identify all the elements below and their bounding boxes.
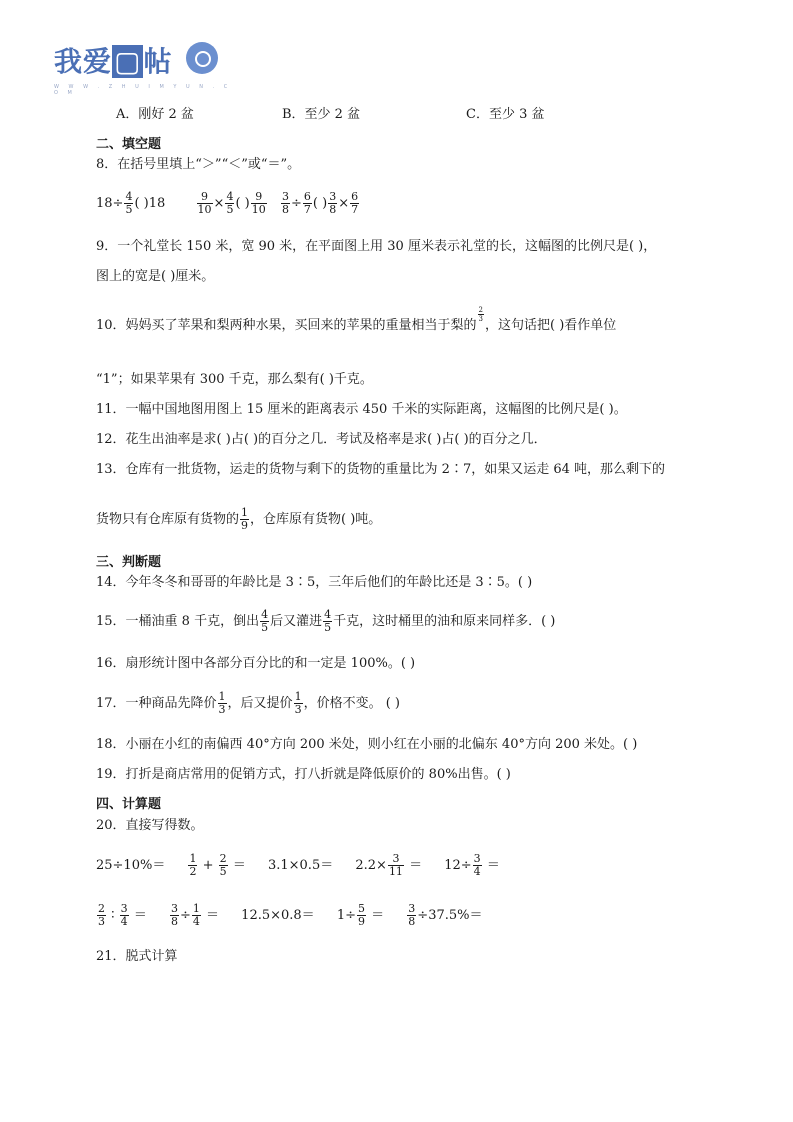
fraction: $\frac{3}{8}$ [329,190,337,216]
fraction: $\frac{2}{5}$ [219,852,227,878]
fraction: $\frac{1}{2}$ [189,852,197,878]
fraction: $\frac{3}{8}$ [408,902,416,928]
q21-text: 21．脱式计算 [96,949,178,964]
fraction: $\frac{2}{3}$ [98,902,105,928]
fraction: $\frac{4}{5}$ [261,608,269,634]
q9-line1: 9．一个礼堂长 150 米，宽 90 米，在平面图上用 30 厘米表示礼堂的长，这幅图的比例尺是( )， [96,239,657,254]
q19-text: 19．打折是商店常用的促销方式，打八折就是降低原价的 80%出售。( ) [96,767,511,782]
fraction: $\frac{4}{5}$ [324,608,332,634]
fraction: $\frac{6}{7}$ [303,190,311,216]
q13-line1: 13．仓库有一批货物，运走的货物与剩下的货物的重量比为 2∶7，如果又运走 64 吨，那么剩下的 [96,462,666,477]
fraction: $\frac{3}{11}$ [388,852,403,878]
fraction: $\frac{9}{10}$ [197,190,212,216]
fraction: $\frac{1}{3}$ [294,690,302,716]
q20-row2: $\frac{2}{3}$ ∶ $\frac{3}{4}$ ＝ $\frac{3}{8}$ ÷ $\frac{1}{4}$ ＝ 12.5×0.8＝ 1÷ $\frac{5}{9}$ ＝ $\frac{3}{8}$ ÷37.5%＝ [98,902,483,928]
fraction: $\frac{3}{4}$ [120,902,128,928]
q11-text: 11．一幅中国地图用图上 15 厘米的距离表示 450 千米的实际距离，这幅图的比例尺是( )。 [96,402,627,417]
q10-line1: 10．妈妈买了苹果和梨两种水果，买回来的苹果的重量相当于梨的 $\frac{2}{3}$ ，这句话把( )看作单位 [96,306,617,333]
logo-url: W W W . Z H U I M Y U N . C O M [54,84,232,96]
section-judge-heading: 三、判断题 [96,555,162,570]
fraction: $\frac{3}{4}$ [473,852,481,878]
q10-line2: “1”；如果苹果有 300 千克，那么梨有( )千克。 [96,372,373,387]
fraction: $\frac{3}{8}$ [282,190,290,216]
fraction: $\frac{2}{3}$ [478,306,484,323]
fraction: $\frac{9}{10}$ [251,190,266,216]
q12-text: 12．花生出油率是求( )占( )的百分之几．考试及格率是求( )占( )的百分之几． [96,432,547,447]
q7-option-c: C．至少 3 盆 [466,107,545,122]
fraction: $\frac{5}{9}$ [358,902,365,928]
logo-chat-icon [186,42,218,74]
logo-text: 我爱▢帖 [54,45,173,78]
site-logo [54,36,234,96]
q17-text: 17．一种商品先降价 $\frac{1}{3}$ ，后又提价 $\frac{1}{3}$ ，价格不变。 ( ) [96,690,400,716]
q16-text: 16．扇形统计图中各部分百分比的和一定是 100%。( ) [96,656,416,671]
q8-expressions: 18÷ $\frac{4}{5}$ ( )18 $\frac{9}{10}$ × $\frac{4}{5}$ ( ) $\frac{9}{10}$ $\frac{3}{8}$ ÷ $\frac{6}{7}$ ( ) $\frac{3}{8}$ × $\frac{6}{7}$ [96,190,359,216]
q13-line2: 货物只有仓库原有货物的 $\frac{1}{9}$ ，仓库原有货物( )吨。 [96,506,382,532]
q8-text: 8．在括号里填上“＞”“＜”或“＝”。 [96,157,301,172]
q7-option-b: B．至少 2 盆 [282,107,361,122]
q18-text: 18．小丽在小红的南偏西 40°方向 200 米处，则小红在小丽的北偏东 40°方向 200 米处。( ) [96,737,638,752]
q7-option-a: A．刚好 2 盆 [116,107,194,122]
q20-row1: 25÷10%＝ $\frac{1}{2}$ + $\frac{2}{5}$ ＝ 3.1×0.5＝ 2.2× $\frac{3}{11}$ ＝ 12÷ $\frac{3}{4}$ ＝ [96,852,500,878]
section-calc-heading: 四、计算题 [96,797,162,812]
fraction: $\frac{1}{9}$ [241,506,249,532]
fraction: $\frac{4}{5}$ [125,190,133,216]
fraction: $\frac{6}{7}$ [351,190,359,216]
fraction: $\frac{3}{8}$ [170,902,178,928]
fraction: $\frac{1}{3}$ [218,690,226,716]
q15-text: 15．一桶油重 8 千克，倒出 $\frac{4}{5}$ 后又灌进 $\frac{4}{5}$ 千克，这时桶里的油和原来同样多．( ) [96,608,556,634]
fraction: $\frac{1}{4}$ [192,902,200,928]
q20-text: 20．直接写得数。 [96,818,204,833]
q14-text: 14．今年冬冬和哥哥的年龄比是 3∶5，三年后他们的年龄比还是 3∶5。( ) [96,575,533,590]
q9-line2: 图上的宽是( )厘米。 [96,269,215,284]
fraction: $\frac{4}{5}$ [226,190,234,216]
section-fill-heading: 二、填空题 [96,137,162,152]
